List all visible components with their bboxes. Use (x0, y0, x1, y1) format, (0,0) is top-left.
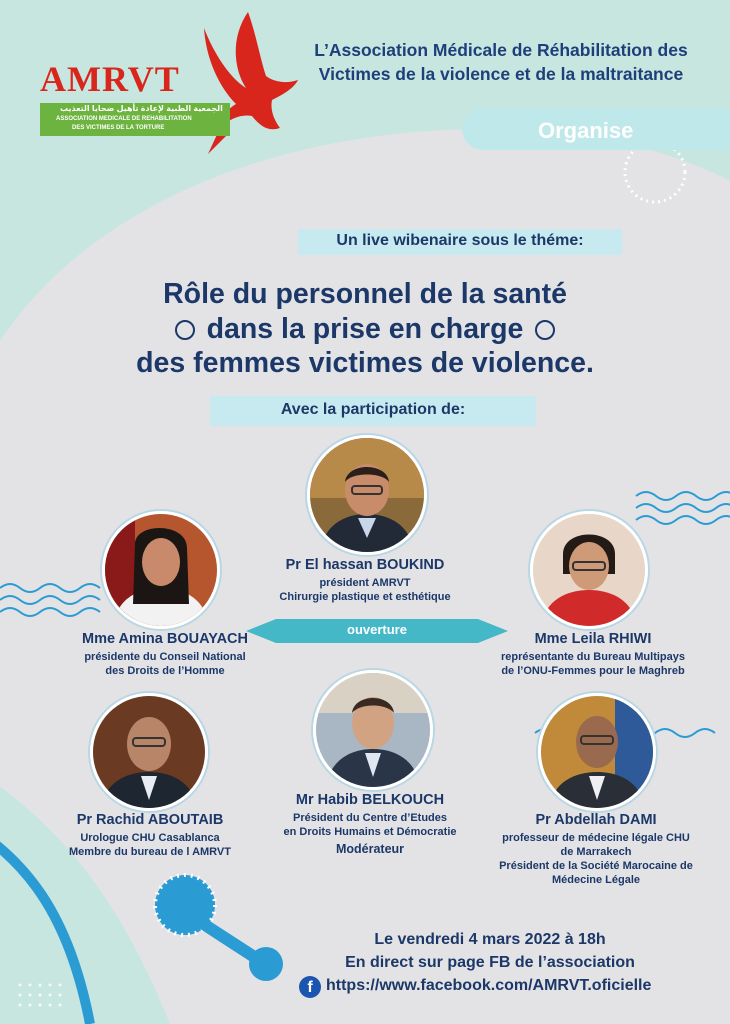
speaker-role: professeur de médecine légale CHU (502, 832, 690, 844)
speaker-role: Urologue CHU Casablanca (80, 832, 220, 844)
speaker-dami (462, 812, 730, 887)
logo-subtitle-line1: ASSOCIATION MEDICALE DE REHABILITATION (56, 116, 192, 122)
speaker-role: des Droits de l’Homme (105, 665, 225, 677)
title-line1: Rôle du personnel de la santé (163, 278, 567, 310)
logo-text: AMRVT (40, 59, 180, 99)
event-date: Le vendredi 4 mars 2022 à 18h (374, 931, 606, 948)
avatar-aboutaib (90, 693, 208, 811)
speaker-role: de Marrakech (560, 846, 632, 858)
title-line2 (0, 313, 730, 346)
title-line2-text: dans la prise en charge (206, 313, 524, 345)
speaker-name: Mr Habib BELKOUCH (295, 792, 445, 808)
org-name-line2: Victimes de la violence et de la maltraitance (318, 64, 684, 84)
speaker-boukind (230, 557, 500, 604)
speaker-role: de l’ONU-Femmes pour le Maghreb (501, 665, 685, 677)
avatar-dami (538, 693, 656, 811)
title-line3: des femmes victimes de violence. (136, 347, 594, 379)
speaker-role-moderator: Modérateur (335, 842, 405, 856)
facebook-link[interactable]: https://www.facebook.com/AMRVT.oficielle (326, 977, 652, 994)
live-info: En direct sur page FB de l’association (345, 954, 635, 971)
speaker-role: présidente du Conseil National (84, 651, 246, 663)
avatar-rhiwi (530, 511, 648, 629)
speaker-rhiwi (456, 631, 730, 678)
speaker-name: Mme Leila RHIWI (534, 631, 652, 647)
speaker-name: Pr El hassan BOUKIND (285, 557, 445, 573)
logo-arabic-text: الجمعية الطبية لإعادة تأهيل ضحايا التعذيب (60, 104, 223, 113)
avatar-belkouch (313, 670, 433, 790)
participation-intro: Avec la participation de: (280, 401, 466, 418)
speaker-name: Mme Amina BOUAYACH (82, 631, 248, 647)
avatar-bouayach (102, 511, 220, 629)
organise-label: Organise (538, 118, 634, 143)
theme-intro: Un live wibenaire sous le théme: (336, 232, 584, 249)
speaker-role: en Droits Humains et Démocratie (283, 826, 457, 838)
speaker-role: représentante du Bureau Multipays (501, 651, 685, 663)
speaker-role: président AMRVT (319, 577, 411, 589)
speaker-bouayach (20, 631, 310, 678)
ouverture-label: ouverture (347, 622, 407, 637)
circle-bullet-icon (535, 320, 555, 340)
speaker-role: Président du Centre d’Etudes (292, 812, 448, 824)
circle-bullet-icon (175, 320, 195, 340)
speaker-role: Président de la Société Marocaine de (499, 860, 693, 872)
logo-subtitle-line2: DES VICTIMES DE LA TORTURE (72, 125, 165, 131)
speaker-name: Pr Rachid ABOUTAIB (76, 812, 224, 828)
facebook-icon: f (299, 976, 321, 998)
organization-name (286, 38, 716, 86)
speaker-name: Pr Abdellah DAMI (535, 812, 657, 828)
speaker-role: Chirurgie plastique et esthétique (279, 591, 451, 603)
avatar-boukind (307, 435, 427, 555)
org-name-line1: L’Association Médicale de Réhabilitation des (314, 40, 688, 60)
speaker-role: Membre du bureau de l AMRVT (69, 846, 231, 858)
speaker-role: Médecine Légale (551, 874, 641, 886)
